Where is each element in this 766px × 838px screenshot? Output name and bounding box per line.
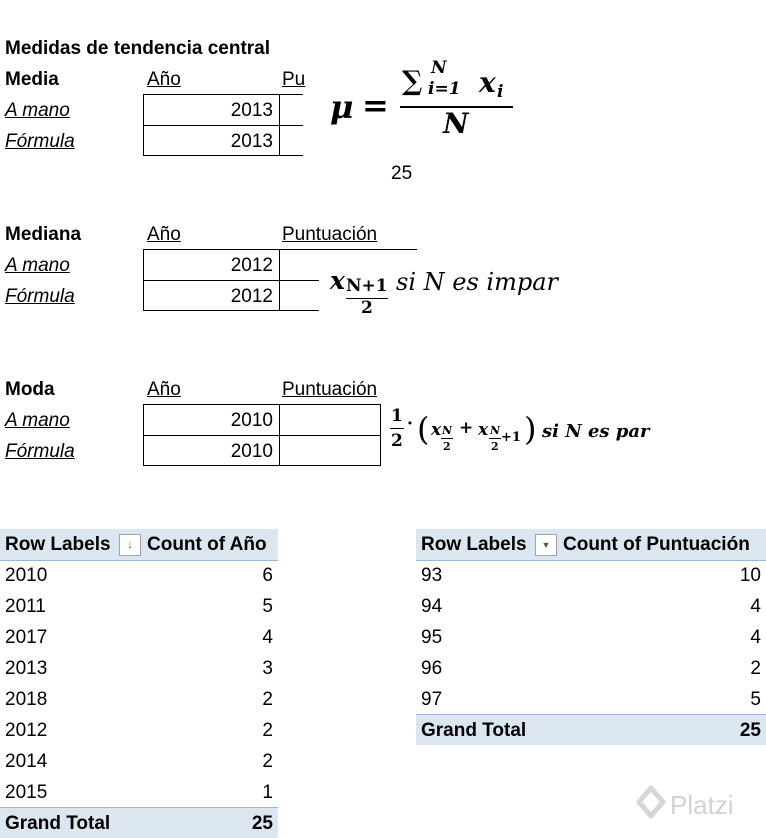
- filter-dropdown-icon[interactable]: ▼: [535, 534, 557, 556]
- pivot-score-row-label: 95: [421, 627, 443, 648]
- mediana-col-year: Año: [147, 224, 181, 245]
- media-cell-1b[interactable]: [279, 94, 303, 126]
- pivot-score-total-label: Grand Total: [421, 720, 527, 741]
- moda-row2-value: 2010: [230, 441, 273, 462]
- media-row1-label: A mano: [5, 100, 70, 121]
- pivot-year-total-label: Grand Total: [5, 813, 111, 834]
- pivot-year-row-count: 6: [262, 565, 273, 586]
- pivot-score-row-label: 94: [421, 596, 443, 617]
- pivot-score-header-count: Count of Puntuación: [563, 534, 750, 555]
- pivot-year-row-label: 2017: [5, 627, 48, 648]
- pivot-year-row-label: 2014: [5, 751, 48, 772]
- mediana-row1-value: 2012: [230, 255, 273, 276]
- media-count: 25: [391, 163, 413, 184]
- pivot-year-row-label: 2015: [5, 782, 48, 803]
- media-cell-2b[interactable]: [279, 125, 303, 156]
- pivot-score-header-labels: Row Labels: [421, 534, 527, 555]
- media-row1-value: 2013: [230, 100, 273, 121]
- media-col-year: Año: [147, 69, 181, 90]
- pivot-year-row-count: 2: [262, 751, 273, 772]
- moda-col-score: Puntuación: [282, 379, 378, 400]
- pivot-year-header-labels: Row Labels: [5, 534, 111, 555]
- moda-label: Moda: [5, 379, 55, 400]
- moda-row1-value: 2010: [230, 410, 273, 431]
- media-label: Media: [5, 69, 59, 90]
- pivot-score-row-count: 10: [739, 565, 761, 586]
- mediana-row1-label: A mano: [5, 255, 70, 276]
- pivot-year-row-label: 2013: [5, 658, 48, 679]
- moda-cell-1b[interactable]: [279, 404, 381, 436]
- moda-row1-label: A mano: [5, 410, 70, 431]
- pivot-year-row-count: 2: [262, 720, 273, 741]
- platzi-logo-icon: [635, 784, 667, 824]
- pivot-score-row-label: 93: [421, 565, 443, 586]
- pivot-year-row-label: 2010: [5, 565, 48, 586]
- pivot-year-header-count: Count of Año: [147, 534, 267, 555]
- moda-col-year: Año: [147, 379, 181, 400]
- pivot-year-row-label: 2011: [5, 596, 46, 617]
- pivot-year-row-count: 4: [262, 627, 273, 648]
- media-row2-label: Fórmula: [5, 131, 75, 152]
- pivot-score-row-count: 2: [750, 658, 761, 679]
- mediana-row2-value: 2012: [230, 286, 273, 307]
- pivot-year-row-label: 2012: [5, 720, 48, 741]
- mediana-row2-label: Fórmula: [5, 286, 75, 307]
- media-col-score: Pu: [282, 69, 306, 90]
- mediana-label: Mediana: [5, 224, 82, 245]
- pivot-year-row-count: 5: [262, 596, 273, 617]
- pivot-score-total-count: 25: [739, 720, 761, 741]
- pivot-score-row-label: 97: [421, 689, 443, 710]
- media-row2-value: 2013: [230, 131, 273, 152]
- pivot-year-row-count: 2: [262, 689, 273, 710]
- moda-cell-2b[interactable]: [279, 435, 381, 466]
- mediana-col-score: Puntuación: [282, 224, 378, 245]
- pivot-year-total-count: 25: [251, 813, 273, 834]
- pivot-year-row-label: 2018: [5, 689, 48, 710]
- pivot-score-row-label: 96: [421, 658, 443, 679]
- pivot-year-row-count: 3: [262, 658, 273, 679]
- pivot-score-row-count: 4: [750, 627, 761, 648]
- pivot-score-row-count: 4: [750, 596, 761, 617]
- page-title: Medidas de tendencia central: [5, 38, 271, 59]
- pivot-year-row-count: 1: [262, 782, 273, 803]
- pivot-score-row-count: 5: [750, 689, 761, 710]
- moda-row2-label: Fórmula: [5, 441, 75, 462]
- sort-filter-icon[interactable]: ↓: [119, 534, 141, 556]
